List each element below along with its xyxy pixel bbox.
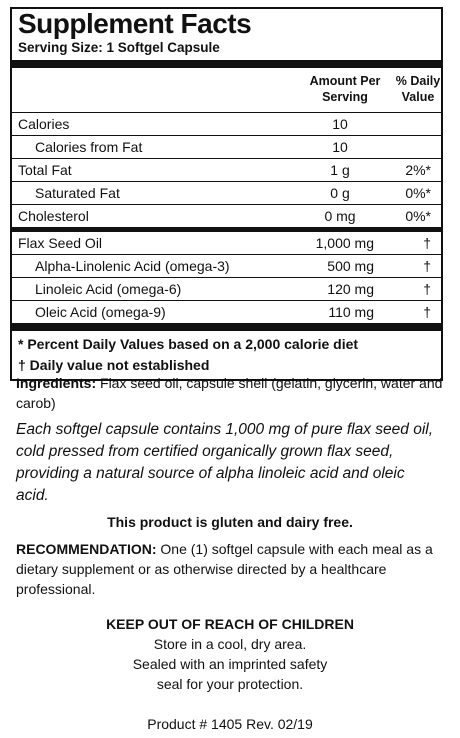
supplement-facts-panel [10, 7, 443, 381]
nutrient-label: Cholesterol [18, 208, 89, 224]
percent-dv-footnote: * Percent Daily Values based on a 2,000 calorie diet [18, 336, 359, 352]
ingredient-label: Flax Seed Oil [18, 235, 103, 251]
nutrient-label: Calories [18, 116, 70, 132]
product-description: Each softgel capsule contains 1,000 mg of pure flax seed oil, cold pressed from certified organically grown flax seed, providing a natural source of alpha linoleic acid and oleic acid. [16, 421, 434, 504]
nutrient-row [12, 204, 441, 227]
nutrient-amount: 0 mg [324, 208, 356, 224]
panel-title: Supplement Facts [18, 8, 252, 39]
warning-title: KEEP OUT OF REACH OF CHILDREN [106, 616, 354, 632]
nutrient-label: Calories from Fat [35, 139, 143, 155]
ingredient-dv: † [423, 281, 431, 297]
product-number: Product # 1405 Rev. 02/19 [147, 716, 313, 732]
dagger-footnote: † Daily value not established [18, 357, 210, 373]
nutrient-row [12, 112, 441, 135]
recommendation-body: One (1) softgel capsule with each meal as a dietary supplement or as otherwise directed by a healthcare professional. [16, 541, 433, 597]
nutrient-label: Saturated Fat [35, 185, 120, 201]
warning-block [10, 614, 450, 694]
nutrient-amount: 10 [332, 139, 348, 155]
ingredient-row [12, 254, 441, 277]
ingredient-row [12, 277, 441, 300]
ingredient-dv: † [423, 235, 431, 251]
ingredient-label: Linoleic Acid (omega-6) [35, 281, 182, 297]
ingredient-row [12, 232, 441, 254]
nutrient-row [12, 158, 441, 181]
ingredients-body: Flax seed oil, capsule shell (gelatin, glycerin, water and carob) [16, 375, 443, 411]
ingredient-amount: 500 mg [327, 258, 374, 274]
amount-header: Amount Per Serving [309, 74, 381, 104]
ingredient-label: Oleic Acid (omega-9) [35, 304, 166, 320]
nutrient-dv: 2%* [405, 162, 431, 178]
ingredient-label: Alpha-Linolenic Acid (omega-3) [35, 258, 230, 274]
nutrient-dv: 0%* [405, 185, 431, 201]
ingredients-label: Ingredients: [16, 375, 97, 391]
ingredient-amount: 120 mg [327, 281, 374, 297]
ingredients-text [16, 373, 444, 413]
nutrient-label: Total Fat [18, 162, 72, 178]
ingredient-amount: 110 mg [328, 304, 374, 320]
gluten-statement: This product is gluten and dairy free. [107, 514, 353, 530]
divider-thick [12, 323, 441, 331]
ingredient-row [12, 300, 441, 323]
storage-line-1: Store in a cool, dry area. [153, 636, 307, 652]
column-headers [18, 68, 441, 112]
nutrient-amount: 1 g [330, 162, 350, 178]
dv-header: % Daily Value [395, 74, 441, 104]
divider-thick [12, 60, 441, 68]
ingredient-amount: 1,000 mg [315, 235, 374, 251]
nutrient-amount: 0 g [330, 185, 350, 201]
nutrient-row [12, 135, 441, 158]
footnotes [18, 331, 435, 379]
storage-line-3: seal for your protection. [156, 676, 304, 692]
nutrient-amount: 10 [332, 116, 348, 132]
nutrient-dv: 0%* [405, 208, 431, 224]
ingredient-dv: † [423, 258, 431, 274]
recommendation-text [16, 539, 444, 599]
ingredient-dv: † [423, 304, 431, 320]
serving-size: Serving Size: 1 Softgel Capsule [18, 40, 220, 55]
nutrient-row [12, 181, 441, 204]
recommendation-label: RECOMMENDATION: [16, 541, 157, 557]
storage-line-2: Sealed with an imprinted safety [132, 656, 328, 672]
